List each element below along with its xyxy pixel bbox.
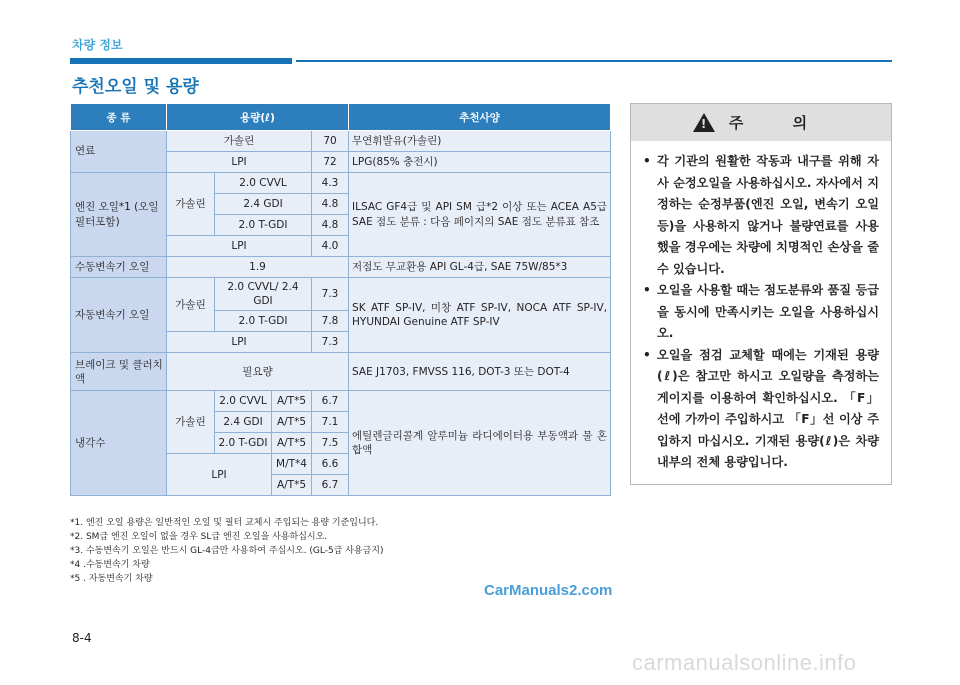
table-row xyxy=(71,278,611,311)
engine-cell: 2.0 CVVL/ 2.4 GDI xyxy=(215,278,312,311)
caution-item: • 오일을 점검 교체할 때에는 기재된 용량(ℓ)은 참고만 하시고 오일량을 측정하는 게이지를 이용하여 확인하십시오. 「F」선에 가까이 주입하시고 「F」선 이상 주입하지 마십시오. 기재된 용량(ℓ)은 차량내부의 전체 용량입니다. xyxy=(643,345,879,474)
spec-cell: LPG(85% 충전시) xyxy=(349,152,611,173)
header-type: 종 류 xyxy=(71,104,167,131)
caution-body xyxy=(631,141,891,474)
recommended-oil-table xyxy=(70,103,611,496)
capacity-cell: 6.7 xyxy=(312,391,349,412)
trans-cell: A/T*5 xyxy=(272,433,312,454)
trans-cell: M/T*4 xyxy=(272,454,312,475)
row-label-auto-trans: 자동변속기 오일 xyxy=(71,278,167,353)
trans-cell: A/T*5 xyxy=(272,475,312,496)
caution-item: • 오일을 사용할 때는 점도분류와 품질 등급을 동시에 만족시키는 오일을 사용하십시오. xyxy=(643,280,879,345)
trans-cell: A/T*5 xyxy=(272,412,312,433)
gasoline-cell: 가솔린 xyxy=(167,278,215,332)
row-label-manual-trans: 수동변속기 오일 xyxy=(71,257,167,278)
engine-cell: 2.4 GDI xyxy=(215,194,312,215)
engine-cell: 2.0 CVVL xyxy=(215,391,272,412)
footnote: *2. SM급 엔진 오일이 없을 경우 SL급 엔진 오일을 사용하십시오. xyxy=(70,532,328,542)
footnote: *5 . 자동변속기 차량 xyxy=(70,574,153,584)
row-label-fuel: 연료 xyxy=(71,131,167,173)
capacity-cell: 7.3 xyxy=(312,278,349,311)
site-watermark: CarManuals2.com xyxy=(484,582,613,599)
table-row xyxy=(71,257,611,278)
section-label: 차량 정보 xyxy=(72,38,123,52)
table-row xyxy=(71,173,611,194)
capacity-cell: 7.1 xyxy=(312,412,349,433)
caution-item: • 각 기관의 원활한 작동과 내구를 위해 자사 순정오일을 사용하십시오. 자사에서 지정하는 순정부품(엔진 오일, 변속기 오일 등)을 사용하지 않거나 불량연료를 사용했을 경우에는 차량에 치명적인 손상을 줄 수 있습니다. xyxy=(643,151,879,280)
capacity-cell: 필요량 xyxy=(167,353,349,391)
footnote: *3. 수동변속기 오일은 반드시 GL-4급만 사용하여 주십시오. (GL-5급 사용금지) xyxy=(70,546,384,556)
capacity-cell: 4.8 xyxy=(312,194,349,215)
footnote: *1. 엔진 오일 용량은 일반적인 오일 및 필터 교체시 주입되는 용량 기준입니다. xyxy=(70,518,379,528)
capacity-cell: 4.0 xyxy=(312,236,349,257)
gasoline-cell: 가솔린 xyxy=(167,173,215,236)
page-title: 추천오일 및 용량 xyxy=(72,77,199,97)
engine-cell: 2.0 T-GDI xyxy=(215,311,312,332)
gasoline-cell: 가솔린 xyxy=(167,391,215,454)
caution-header xyxy=(631,104,891,141)
capacity-cell: 6.7 xyxy=(312,475,349,496)
warning-triangle-icon xyxy=(693,113,715,132)
header-bar xyxy=(70,58,292,64)
header-spec: 추천사양 xyxy=(349,104,611,131)
spec-cell: SAE J1703, FMVSS 116, DOT-3 또는 DOT-4 xyxy=(349,353,611,391)
spec-cell-engine-oil: ILSAC GF4급 및 API SM 급*2 이상 또는 ACEA A5급 SAE 점도 분류 : 다음 페이지의 SAE 점도 분류표 참조 xyxy=(349,173,611,257)
row-label-coolant: 냉각수 xyxy=(71,391,167,496)
spec-cell-coolant: 에틸렌글리콜계 알루미늄 라디에이터용 부동액과 물 혼합액 xyxy=(349,391,611,496)
capacity-cell: 1.9 xyxy=(167,257,349,278)
footnotes xyxy=(70,516,384,586)
row-label-engine-oil: 엔진 오일*1 (오일필터포함) xyxy=(71,173,167,257)
capacity-cell: 7.5 xyxy=(312,433,349,454)
caution-box xyxy=(630,103,892,485)
page-number: 8-4 xyxy=(72,631,92,645)
engine-cell: 2.0 T-GDI xyxy=(215,215,312,236)
spec-cell-auto-trans: SK ATF SP-IV, 미창 ATF SP-IV, NOCA ATF SP-IV, HYUNDAI Genuine ATF SP-IV xyxy=(349,278,611,353)
table-row xyxy=(71,391,611,412)
engine-cell: 2.0 T-GDI xyxy=(215,433,272,454)
capacity-cell: 70 xyxy=(312,131,349,152)
engine-cell: 가솔린 xyxy=(167,131,312,152)
capacity-cell: 72 xyxy=(312,152,349,173)
capacity-cell: 7.8 xyxy=(312,311,349,332)
engine-cell: 2.4 GDI xyxy=(215,412,272,433)
capacity-cell: 7.3 xyxy=(312,332,349,353)
header-rule xyxy=(296,60,892,62)
spec-cell: 무연휘발유(가솔린) xyxy=(349,131,611,152)
footnote: *4 .수동변속기 차량 xyxy=(70,560,150,570)
header-capacity: 용량(ℓ) xyxy=(167,104,349,131)
capacity-cell: 4.8 xyxy=(312,215,349,236)
table-header-row xyxy=(71,104,611,131)
engine-cell: LPI xyxy=(167,152,312,173)
engine-cell: 2.0 CVVL xyxy=(215,173,312,194)
engine-cell: LPI xyxy=(167,454,272,496)
spec-cell: 저점도 무교환용 API GL-4급, SAE 75W/85*3 xyxy=(349,257,611,278)
footer-watermark: carmanualsonline.info xyxy=(632,650,857,675)
table-row xyxy=(71,353,611,391)
engine-cell: LPI xyxy=(167,236,312,257)
row-label-brake: 브레이크 및 클러치 액 xyxy=(71,353,167,391)
trans-cell: A/T*5 xyxy=(272,391,312,412)
table-row xyxy=(71,131,611,152)
capacity-cell: 4.3 xyxy=(312,173,349,194)
capacity-cell: 6.6 xyxy=(312,454,349,475)
caution-title: 주 의 xyxy=(728,114,830,132)
engine-cell: LPI xyxy=(167,332,312,353)
